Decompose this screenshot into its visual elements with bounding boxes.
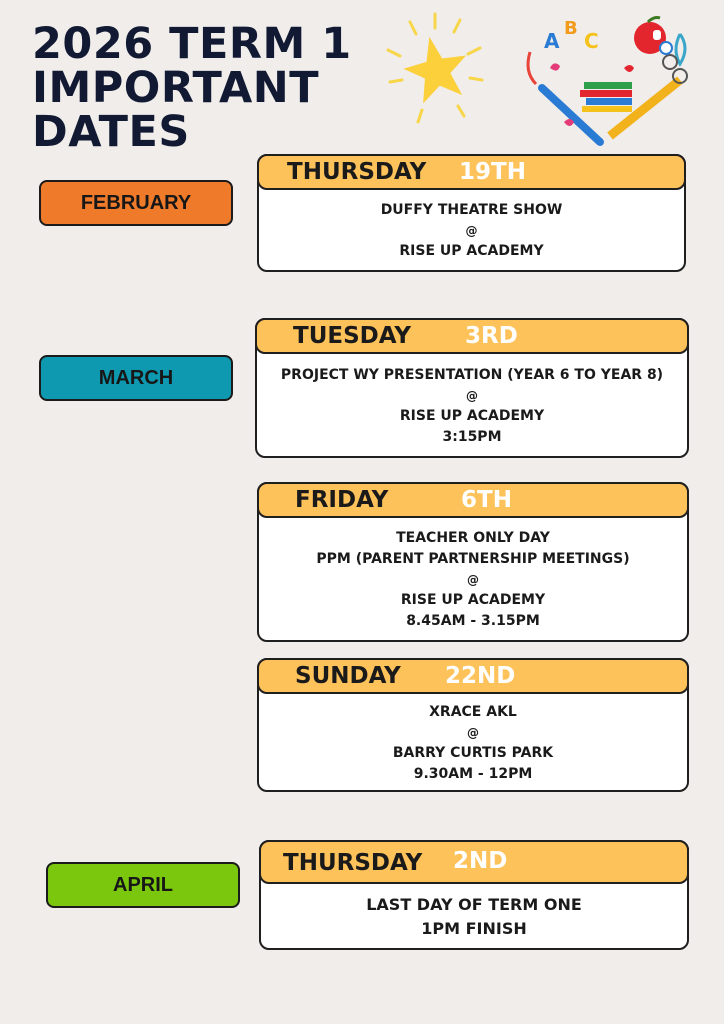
month-label-april: APRIL <box>46 862 240 908</box>
event-date: 19TH <box>459 159 526 185</box>
event-day: FRIDAY <box>295 487 389 513</box>
star-icon <box>380 10 490 135</box>
event-line: XRACE AKL <box>429 703 517 720</box>
event-date: 3RD <box>465 323 518 349</box>
event-line: @ <box>466 388 478 403</box>
event-card-header <box>255 318 689 354</box>
event-card-header <box>257 482 689 518</box>
event-date: 2ND <box>453 848 508 874</box>
event-line: @ <box>465 224 478 238</box>
title-line-1: 2026 TERM 1 <box>32 19 352 69</box>
event-details <box>261 886 687 948</box>
event-card <box>255 318 689 458</box>
event-line: RISE UP ACADEMY <box>399 243 544 259</box>
svg-text:A: A <box>544 29 560 53</box>
event-line: @ <box>467 573 479 587</box>
event-line: BARRY CURTIS PARK <box>392 744 554 761</box>
school-supplies-heart-icon <box>520 12 700 152</box>
month-label-march: MARCH <box>39 355 233 401</box>
event-card-header <box>259 840 689 884</box>
event-day: TUESDAY <box>293 323 411 349</box>
svg-text:B: B <box>564 18 578 39</box>
event-line: 8.45AM - 3.15PM <box>406 613 540 629</box>
month-label-february: FEBRUARY <box>39 180 233 226</box>
event-day: THURSDAY <box>283 850 423 876</box>
event-line: PROJECT WY PRESENTATION (YEAR 6 TO YEAR 8) <box>280 366 664 383</box>
event-line: 3:15PM <box>442 428 502 445</box>
title-line-3: DATES <box>32 107 190 157</box>
event-line: RISE UP ACADEMY <box>400 592 546 608</box>
event-card <box>257 658 689 792</box>
event-date: 6TH <box>461 487 512 513</box>
event-details <box>259 696 687 790</box>
page-title <box>32 19 352 157</box>
title-line-2: IMPORTANT <box>32 63 320 113</box>
event-line: PPM (PARENT PARTNERSHIP MEETINGS) <box>316 551 630 567</box>
event-day: SUNDAY <box>295 663 401 689</box>
event-line: RISE UP ACADEMY <box>399 407 545 424</box>
event-line: LAST DAY OF TERM ONE <box>366 895 582 914</box>
event-details <box>259 520 687 640</box>
event-line: 1PM FINISH <box>421 919 527 938</box>
event-details <box>259 192 684 270</box>
event-day: THURSDAY <box>287 159 427 185</box>
event-line: DUFFY THEATRE SHOW <box>380 202 563 218</box>
event-card-header <box>257 154 686 190</box>
event-card <box>257 482 689 642</box>
event-card <box>259 840 689 950</box>
event-line: @ <box>467 725 479 740</box>
svg-text:C: C <box>584 29 599 53</box>
event-card <box>257 154 686 272</box>
event-details <box>257 356 687 456</box>
event-card-header <box>257 658 689 694</box>
event-date: 22ND <box>445 663 516 689</box>
event-line: TEACHER ONLY DAY <box>396 530 550 546</box>
event-line: 9.30AM - 12PM <box>413 765 533 782</box>
